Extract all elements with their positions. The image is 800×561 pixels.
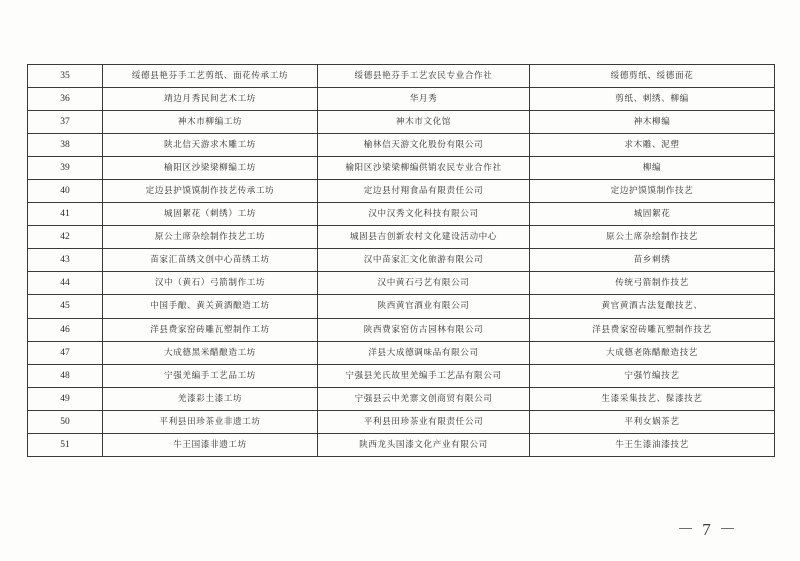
workshop-name-cell: 榆阳区沙梁梁柳编工坊 bbox=[103, 157, 318, 180]
craft-skill-cell: 神木柳编 bbox=[530, 111, 775, 134]
table-row bbox=[28, 387, 775, 410]
workshop-name-cell: 中国手酿、黄关黄酒酿造工坊 bbox=[103, 295, 318, 318]
operating-unit-cell: 陕西费家窑仿古园林有限公司 bbox=[318, 318, 530, 341]
table-row bbox=[28, 272, 775, 295]
workshop-name-cell: 绥德县艳芬手工艺剪纸、面花传承工坊 bbox=[103, 65, 318, 88]
operating-unit-cell: 城固县吉创新农村文化建设活动中心 bbox=[318, 226, 530, 249]
row-number-cell: 42 bbox=[28, 226, 103, 249]
craft-skill-cell: 生漆采集技艺、髹漆技艺 bbox=[530, 387, 775, 410]
operating-unit-cell: 陕西龙头国漆文化产业有限公司 bbox=[318, 433, 530, 456]
row-number-cell: 35 bbox=[28, 65, 103, 88]
operating-unit-cell: 宁强县羌氏故里羌编手工艺品有限公司 bbox=[318, 364, 530, 387]
craft-skill-cell: 牛王生漆油漆技艺 bbox=[530, 433, 775, 456]
craft-skill-cell: 平利女娲茶艺 bbox=[530, 410, 775, 433]
operating-unit-cell: 神木市文化馆 bbox=[318, 111, 530, 134]
table-row bbox=[28, 65, 775, 88]
workshop-table bbox=[27, 64, 775, 457]
operating-unit-cell: 定边县付翔食品有限责任公司 bbox=[318, 180, 530, 203]
operating-unit-cell: 陕西黄官酒业有限公司 bbox=[318, 295, 530, 318]
row-number-cell: 36 bbox=[28, 88, 103, 111]
page-number: － 7 － bbox=[677, 520, 738, 539]
craft-skill-cell: 定边护馍馍制作技艺 bbox=[530, 180, 775, 203]
operating-unit-cell: 洋县大成德调味品有限公司 bbox=[318, 341, 530, 364]
craft-skill-cell: 传统弓箭制作技艺 bbox=[530, 272, 775, 295]
row-number-cell: 40 bbox=[28, 180, 103, 203]
workshop-name-cell: 平利县田珍茶业非遗工坊 bbox=[103, 410, 318, 433]
table-row bbox=[28, 249, 775, 272]
operating-unit-cell: 绥德县艳芬手工艺农民专业合作社 bbox=[318, 65, 530, 88]
row-number-cell: 38 bbox=[28, 134, 103, 157]
craft-skill-cell: 城固絮花 bbox=[530, 203, 775, 226]
craft-skill-cell: 苗乡刺绣 bbox=[530, 249, 775, 272]
workshop-name-cell: 牛王国漆非遗工坊 bbox=[103, 433, 318, 456]
table-row bbox=[28, 134, 775, 157]
table-row bbox=[28, 318, 775, 341]
craft-skill-cell: 求木雕、泥塑 bbox=[530, 134, 775, 157]
workshop-name-cell: 城固絮花（刺绣）工坊 bbox=[103, 203, 318, 226]
table-row bbox=[28, 226, 775, 249]
table-body bbox=[28, 65, 775, 457]
row-number-cell: 48 bbox=[28, 364, 103, 387]
table-row bbox=[28, 111, 775, 134]
operating-unit-cell: 宁强县云中羌寨文创商贸有限公司 bbox=[318, 387, 530, 410]
workshop-name-cell: 羌漆彩土漆工坊 bbox=[103, 387, 318, 410]
table-row bbox=[28, 88, 775, 111]
table-row bbox=[28, 295, 775, 318]
craft-skill-cell: 原公土席杂绘制作技艺 bbox=[530, 226, 775, 249]
row-number-cell: 41 bbox=[28, 203, 103, 226]
workshop-name-cell: 洋县费家窑砖雕瓦塑制作工坊 bbox=[103, 318, 318, 341]
operating-unit-cell: 华月秀 bbox=[318, 88, 530, 111]
table-row bbox=[28, 364, 775, 387]
workshop-name-cell: 定边县护馍馍制作技艺传承工坊 bbox=[103, 180, 318, 203]
row-number-cell: 50 bbox=[28, 410, 103, 433]
table-row bbox=[28, 433, 775, 456]
table-row bbox=[28, 157, 775, 180]
row-number-cell: 43 bbox=[28, 249, 103, 272]
workshop-name-cell: 大成德黑米醋酿造工坊 bbox=[103, 341, 318, 364]
row-number-cell: 46 bbox=[28, 318, 103, 341]
table-row bbox=[28, 341, 775, 364]
workshop-name-cell: 苗家汇苗绣文创中心苗绣工坊 bbox=[103, 249, 318, 272]
row-number-cell: 39 bbox=[28, 157, 103, 180]
workshop-name-cell: 原公土席杂绘制作技艺工坊 bbox=[103, 226, 318, 249]
row-number-cell: 45 bbox=[28, 295, 103, 318]
row-number-cell: 37 bbox=[28, 111, 103, 134]
operating-unit-cell: 平利县田珍茶业有限责任公司 bbox=[318, 410, 530, 433]
craft-skill-cell: 黄官黄酒古法复酿技艺、 bbox=[530, 295, 775, 318]
operating-unit-cell: 榆阳区沙梁梁柳编供销农民专业合作社 bbox=[318, 157, 530, 180]
craft-skill-cell: 剪纸、刺绣、柳编 bbox=[530, 88, 775, 111]
row-number-cell: 49 bbox=[28, 387, 103, 410]
workshop-name-cell: 神木市柳编工坊 bbox=[103, 111, 318, 134]
craft-skill-cell: 绥德剪纸、绥德面花 bbox=[530, 65, 775, 88]
workshop-name-cell: 陕北信天游求木雕工坊 bbox=[103, 134, 318, 157]
table-row bbox=[28, 180, 775, 203]
row-number-cell: 51 bbox=[28, 433, 103, 456]
table-row bbox=[28, 203, 775, 226]
craft-skill-cell: 大成德老陈醋酿造技艺 bbox=[530, 341, 775, 364]
craft-skill-cell: 洋县费家窑砖雕瓦塑制作技艺 bbox=[530, 318, 775, 341]
operating-unit-cell: 汉中黄石弓艺有限公司 bbox=[318, 272, 530, 295]
workshop-name-cell: 宁强羌编手工艺品工坊 bbox=[103, 364, 318, 387]
row-number-cell: 47 bbox=[28, 341, 103, 364]
craft-skill-cell: 柳编 bbox=[530, 157, 775, 180]
operating-unit-cell: 汉中苗家汇文化旅游有限公司 bbox=[318, 249, 530, 272]
row-number-cell: 44 bbox=[28, 272, 103, 295]
craft-skill-cell: 宁强竹编技艺 bbox=[530, 364, 775, 387]
table-row bbox=[28, 410, 775, 433]
workshop-name-cell: 靖边月秀民间艺术工坊 bbox=[103, 88, 318, 111]
operating-unit-cell: 榆林信天游文化股份有限公司 bbox=[318, 134, 530, 157]
operating-unit-cell: 汉中汉秀文化科技有限公司 bbox=[318, 203, 530, 226]
workshop-name-cell: 汉中（黄石）弓箭制作工坊 bbox=[103, 272, 318, 295]
